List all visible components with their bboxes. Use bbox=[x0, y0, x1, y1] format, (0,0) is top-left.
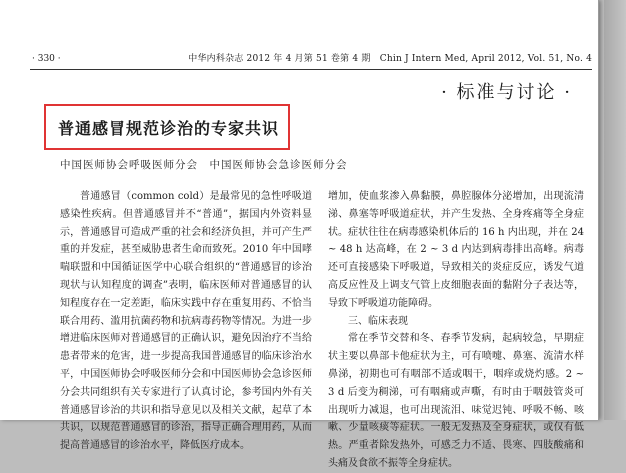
section-label: · 标准与讨论 · bbox=[441, 82, 572, 103]
right-column bbox=[328, 188, 584, 473]
subheading-clinical: 三、临床表现 bbox=[348, 315, 408, 327]
clinical-paragraph: 常在季节交替和冬、春季节发病，起病较急，早期症状主要以鼻部卡他症状为主，可有喷嚏、鼻塞、流清水样鼻涕，初期也可有咽部不适或咽干，咽痒或烧灼感。2 ~ 3 d 后变为稠涕，可有咽痛或声嘶，有时由于咽鼓管炎可出现听力减退，也可出现流泪、味觉迟钝、呼吸不畅、咳嗽、少量咳痰等症状。一般无发热及全身症状，或仅有低热。严重者除发热外，可感乏力不适、畏寒、四肢酸痛和头痛及食欲不振等全身症状。 bbox=[328, 333, 584, 469]
intro-paragraph: 普通感冒（common cold）是最常见的急性呼吸道感染性疾病。但普通感冒并不“普通”，据国内外资料显示，普通感冒可造成严重的社会和经济负担，并可产生严重的并发症，甚至威胁患者生命而致死。2010 年中国哮喘联盟和中国循证医学中心联合组织的“普通感冒的诊治现状与认知程度的调查”表明，临床医师对普通感冒的认知程度存在一定差距，临床实践中存在重复用药、不恰当联合用药、滥用抗菌药物和抗病毒药物等情况。为进一步增进临床医师对普通感冒的正确认识，避免因治疗不当给患者带来的危害，进一步提高我国普通感冒的临床诊治水平，中国医师协会呼吸医师分会和中国医师协会急诊医师分会共同组织有关专家进行了认真讨论，参考国内外有关普通感冒诊治的共识和指导意见以及相关文献，起草了本共识，以规范普通感冒的诊治，指导正确合理用药，从而提高普通感冒的诊治水平，降低医疗成本。 bbox=[60, 191, 312, 452]
viewer-background bbox=[604, 0, 626, 420]
pathogenesis-paragraph: 增加，使血浆渗入鼻黏膜，鼻腔腺体分泌增加，出现流清涕、鼻塞等呼吸道症状，并产生发热、全身疼痛等全身症状。症状往往在病毒感染机体后的 16 h 内出现，并在 24 ~ 48 h 达高峰，在 2 ~ 3 d 内达到病毒排出高峰。病毒还可直接感染下呼吸道，导致相关的炎症反应，诱发气道高反应性及上调支气管上皮细胞表面的黏附分子表达等，导致下呼吸道功能障碍。 bbox=[328, 191, 584, 309]
left-column bbox=[60, 188, 312, 455]
page-number: · 330 · bbox=[32, 54, 61, 64]
article-authors: 中国医师协会呼吸医师分会 中国医师协会急诊医师分会 bbox=[60, 159, 348, 171]
journal-citation: 中华内科杂志 2012 年 4 月第 51 卷第 4 期 Chin J Intern Med, April 2012, Vol. 51, No. 4 bbox=[188, 54, 592, 64]
header-rule bbox=[30, 69, 592, 70]
article-title: 普通感冒规范诊治的专家共识 bbox=[58, 119, 280, 138]
